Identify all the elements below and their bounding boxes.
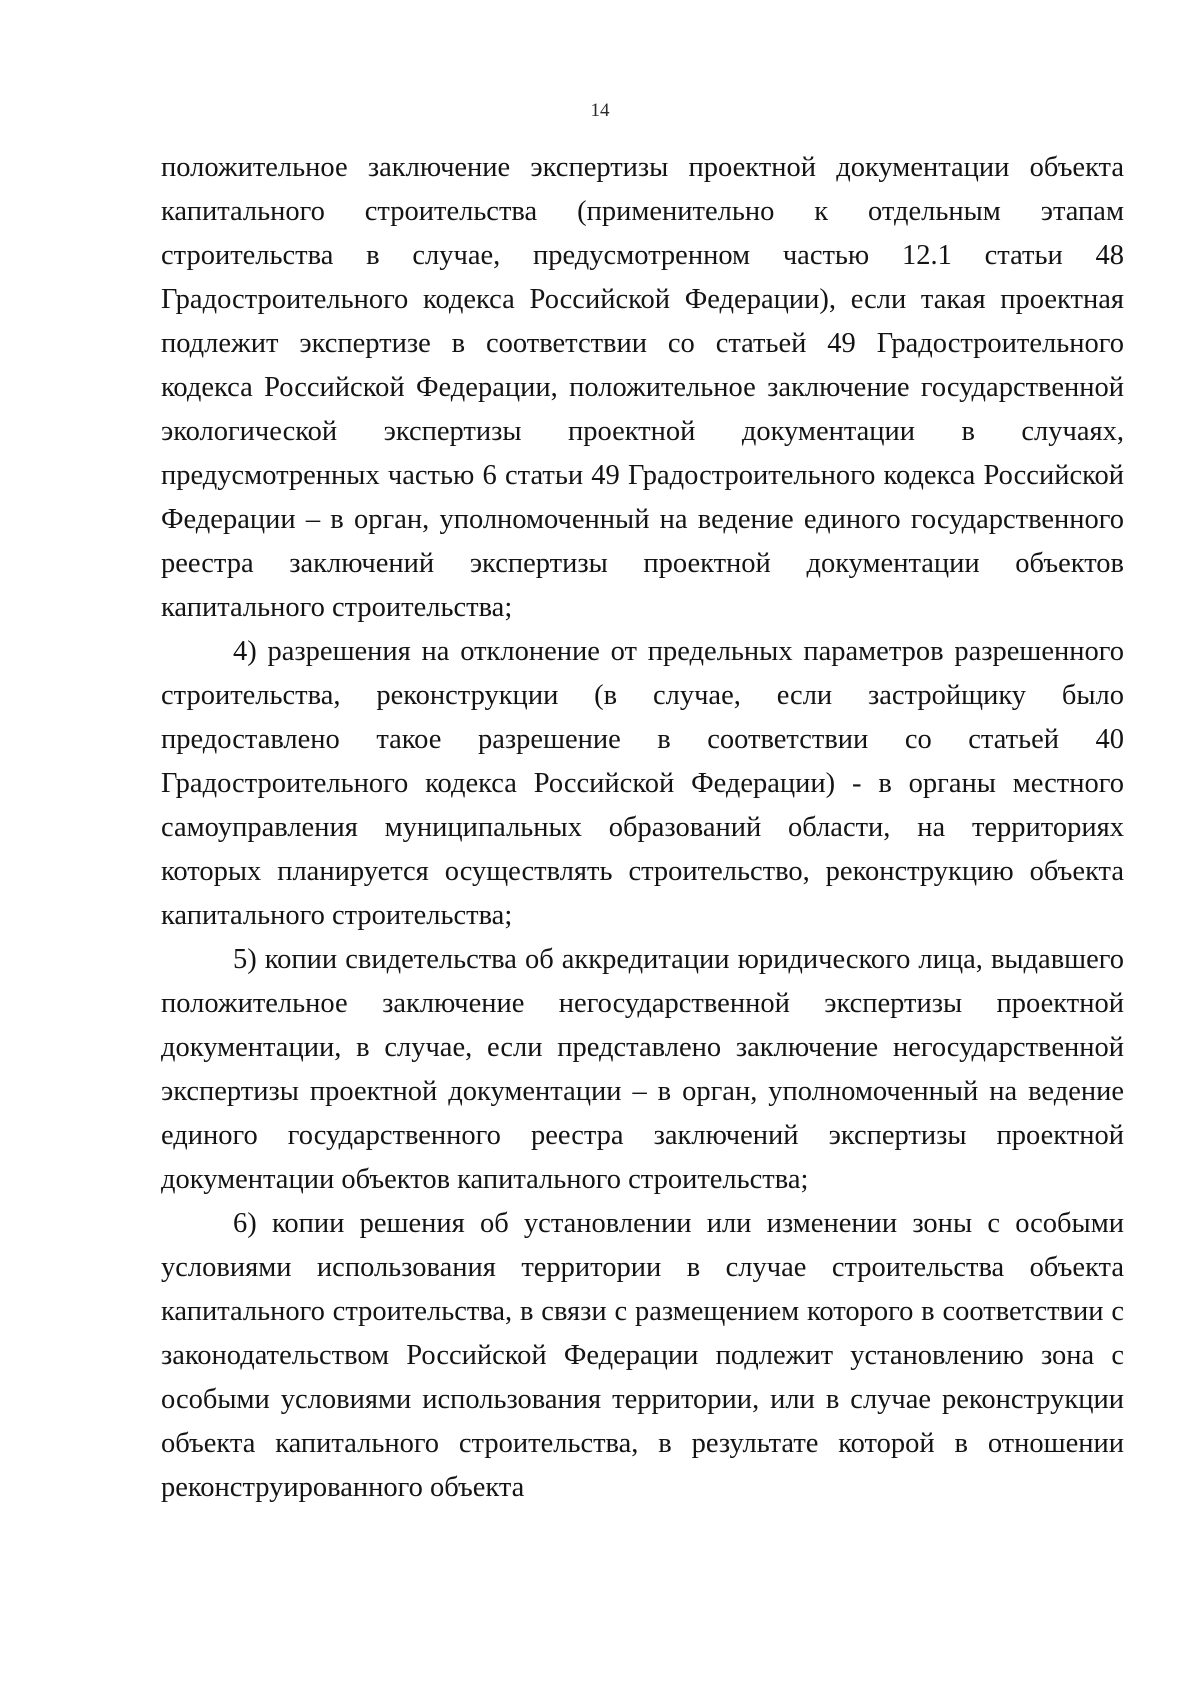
paragraph-item-6: 6) копии решения об установлении или изменении зоны с особыми условиями использования территории в случае строительства объекта капитального строительства, в связи с размещением которого в соответствии с законодательством Российской Федерации подлежит установлению зона с особыми условиями использования территории, или в случае реконструкции объекта капитального строительства, в результате которой в отношении реконструированного объекта xyxy=(161,1208,1124,1503)
document-body xyxy=(161,146,1124,1510)
paragraph-item-5: 5) копии свидетельства об аккредитации юридического лица, выдавшего положительное заключение негосударственной экспертизы проектной документации, в случае, если представлено заключение негосударственной экспертизы проектной документации – в орган, уполномоченный на ведение единого государственного реестра заключений экспертизы проектной документации объектов капитального строительства; xyxy=(161,944,1124,1195)
paragraph-continuation: положительное заключение экспертизы проектной документации объекта капитального строительства (применительно к отдельным этапам строительства в случае, предусмотренном частью 12.1 статьи 48 Градостроительного кодекса Российской Федерации), если такая проектная подлежит экспертизе в соответствии со статьей 49 Градостроительного кодекса Российской Федерации, положительное заключение государственной экологической экспертизы проектной документации в случаях, предусмотренных частью 6 статьи 49 Градостроительного кодекса Российской Федерации – в орган, уполномоченный на ведение единого государственного реестра заключений экспертизы проектной документации объектов капитального строительства; xyxy=(161,152,1124,623)
paragraph-item-4: 4) разрешения на отклонение от предельных параметров разрешенного строительства, реконструкции (в случае, если застройщику было предоставлено такое разрешение в соответствии со статьей 40 Градостроительного кодекса Российской Федерации) - в органы местного самоуправления муниципальных образований области, на территориях которых планируется осуществлять строительство, реконструкцию объекта капитального строительства; xyxy=(161,636,1124,931)
page-number: 14 xyxy=(590,100,610,121)
